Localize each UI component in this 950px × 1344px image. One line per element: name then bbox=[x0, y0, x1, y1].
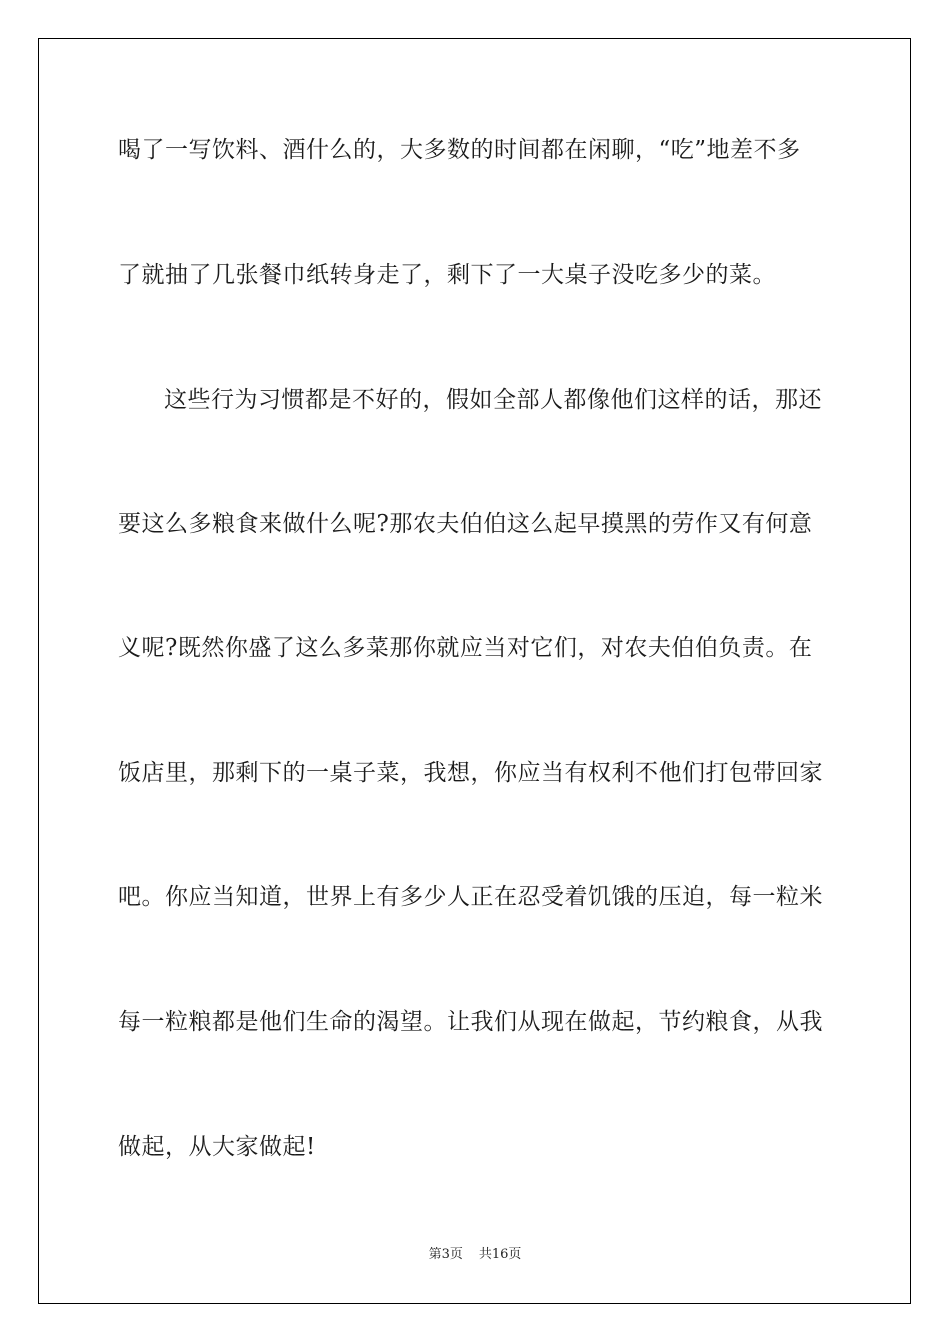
text-line: 每一粒粮都是他们生命的渴望。让我们从现在做起，节约粮食，从我 bbox=[118, 1009, 823, 1035]
page-number: 第3页 bbox=[428, 1247, 463, 1262]
page-footer bbox=[0, 1246, 950, 1264]
text-line: 饭店里，那剩下的一桌子菜，我想，你应当有权利不他们打包带回家 bbox=[118, 760, 823, 786]
text-line: 喝了一写饮料、酒什么的，大多数的时间都在闲聊，“吃”地差不多 bbox=[118, 137, 801, 163]
page-border bbox=[38, 38, 911, 1304]
text-line: 吧。你应当知道，世界上有多少人正在忍受着饥饿的压迫，每一粒米 bbox=[118, 884, 823, 910]
text-line: 做起，从大家做起! bbox=[118, 1134, 316, 1160]
text-line: 义呢?既然你盛了这么多菜那你就应当对它们，对农夫伯伯负责。在 bbox=[118, 635, 813, 661]
page-total: 共16页 bbox=[478, 1247, 522, 1262]
text-line: 要这么多粮食来做什么呢?那农夫伯伯这么起早摸黑的劳作又有何意 bbox=[118, 511, 813, 537]
text-line: 了就抽了几张餐巾纸转身走了，剩下了一大桌子没吃多少的菜。 bbox=[118, 262, 776, 288]
text-line: 这些行为习惯都是不好的，假如全部人都像他们这样的话，那还 bbox=[164, 387, 822, 413]
